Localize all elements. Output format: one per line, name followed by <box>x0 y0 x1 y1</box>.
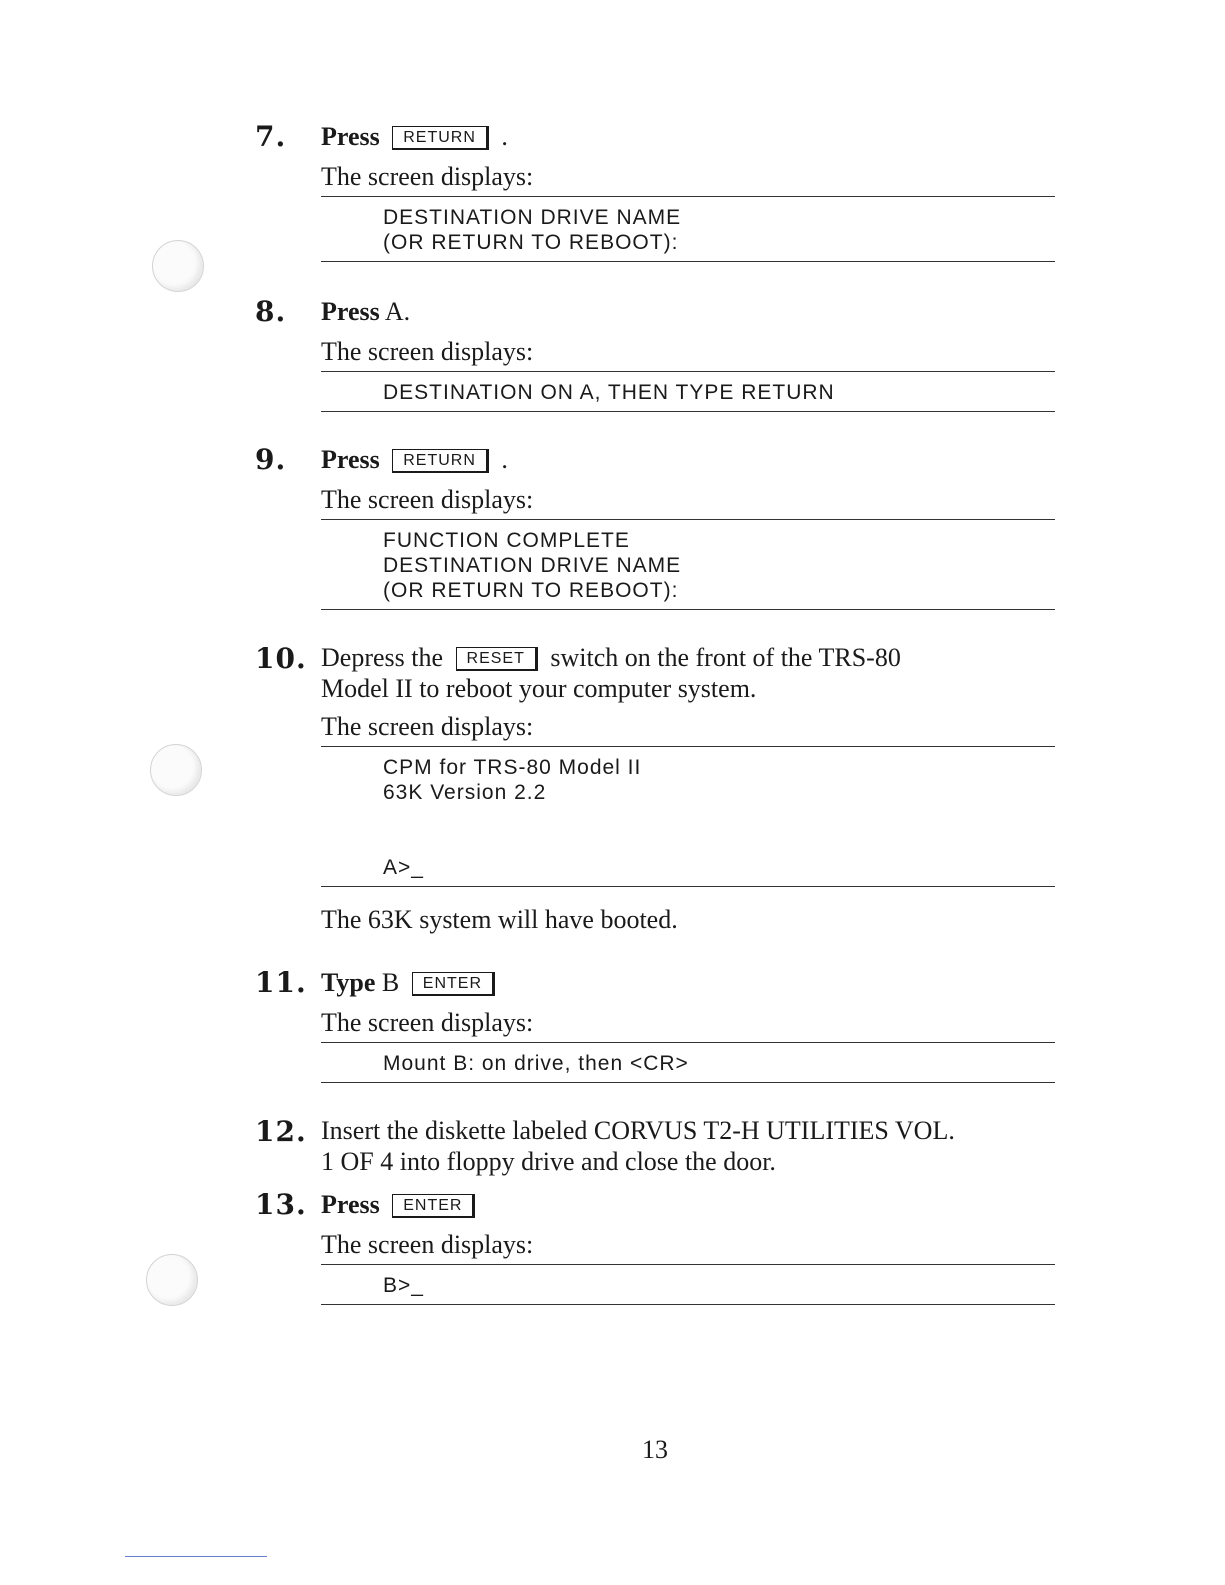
instruction-text: Model II to reboot your computer system. <box>321 674 757 703</box>
screen-caption: The screen displays: <box>321 337 534 366</box>
step-note: The 63K system will have booted. <box>321 905 678 934</box>
screen-line: Mount B: on drive, then <CR> <box>383 1052 689 1075</box>
instruction-verb: Press <box>321 445 380 474</box>
return-key: RETURN <box>392 449 489 473</box>
reset-key: RESET <box>456 647 538 671</box>
screen-line: FUNCTION COMPLETE <box>383 529 630 552</box>
step-instruction <box>321 1115 1055 1177</box>
screen-caption: The screen displays: <box>321 1230 534 1259</box>
screen-line: 63K Version 2.2 <box>383 781 547 804</box>
step-number: 7. <box>255 120 287 153</box>
instruction-text: Depress the <box>321 643 444 672</box>
page-number: 13 <box>642 1435 668 1464</box>
step-number: 8. <box>255 295 287 328</box>
step-instruction <box>321 122 508 152</box>
instruction-text: 1 OF 4 into floppy drive and close the door. <box>321 1147 776 1176</box>
screen-line <box>383 805 1055 830</box>
screen-output <box>321 196 1055 262</box>
screen-output <box>321 519 1055 610</box>
instruction-tail: . <box>501 122 508 151</box>
step-number: 11. <box>255 966 307 999</box>
instruction-text: switch on the front of the TRS-80 <box>550 643 901 672</box>
screen-caption: The screen displays: <box>321 162 534 191</box>
screen-line <box>383 830 1055 855</box>
instruction-tail: . <box>501 445 508 474</box>
edge-mark <box>125 1556 267 1557</box>
screen-output <box>321 746 1055 887</box>
instruction-text: B <box>381 968 400 997</box>
step-number: 12. <box>255 1115 307 1148</box>
instruction-text: A. <box>384 297 411 326</box>
instruction-verb: Type <box>321 968 376 997</box>
instruction-text: Insert the diskette labeled CORVUS T2-H UTILITIES VOL. <box>321 1116 955 1145</box>
instruction-verb: Press <box>321 297 380 326</box>
binder-hole-middle <box>150 744 202 796</box>
screen-output <box>321 371 1055 412</box>
step-instruction <box>321 445 508 475</box>
enter-key: ENTER <box>392 1194 475 1218</box>
binder-hole-top <box>152 240 204 292</box>
screen-line: A>_ <box>383 856 424 879</box>
instruction-verb: Press <box>321 1190 380 1219</box>
screen-line: DESTINATION DRIVE NAME <box>383 206 682 229</box>
screen-caption: The screen displays: <box>321 1008 534 1037</box>
step-number: 9. <box>255 443 287 476</box>
enter-key: ENTER <box>412 972 495 996</box>
step-12 <box>255 1115 1055 1177</box>
screen-line: (OR RETURN TO REBOOT): <box>383 231 679 254</box>
step-10 <box>255 642 1055 935</box>
step-instruction <box>321 1190 481 1220</box>
screen-line: DESTINATION ON A, THEN TYPE RETURN <box>383 381 835 404</box>
screen-line: DESTINATION DRIVE NAME <box>383 554 682 577</box>
return-key: RETURN <box>392 126 489 150</box>
step-instruction <box>321 968 501 998</box>
instruction-verb: Press <box>321 122 380 151</box>
step-number: 13. <box>255 1188 307 1221</box>
screen-caption: The screen displays: <box>321 485 534 514</box>
step-instruction <box>321 642 1055 704</box>
step-number: 10. <box>255 642 307 675</box>
step-8 <box>255 295 1055 412</box>
screen-output <box>321 1042 1055 1083</box>
screen-line: (OR RETURN TO REBOOT): <box>383 579 679 602</box>
step-13 <box>255 1188 1055 1305</box>
screen-line: B>_ <box>383 1274 424 1297</box>
binder-hole-bottom <box>146 1254 198 1306</box>
step-instruction <box>321 297 410 327</box>
screen-line: CPM for TRS-80 Model II <box>383 756 642 779</box>
step-7 <box>255 120 1055 262</box>
screen-output <box>321 1264 1055 1305</box>
step-11 <box>255 966 1055 1083</box>
screen-caption: The screen displays: <box>321 712 534 741</box>
step-9 <box>255 443 1055 610</box>
